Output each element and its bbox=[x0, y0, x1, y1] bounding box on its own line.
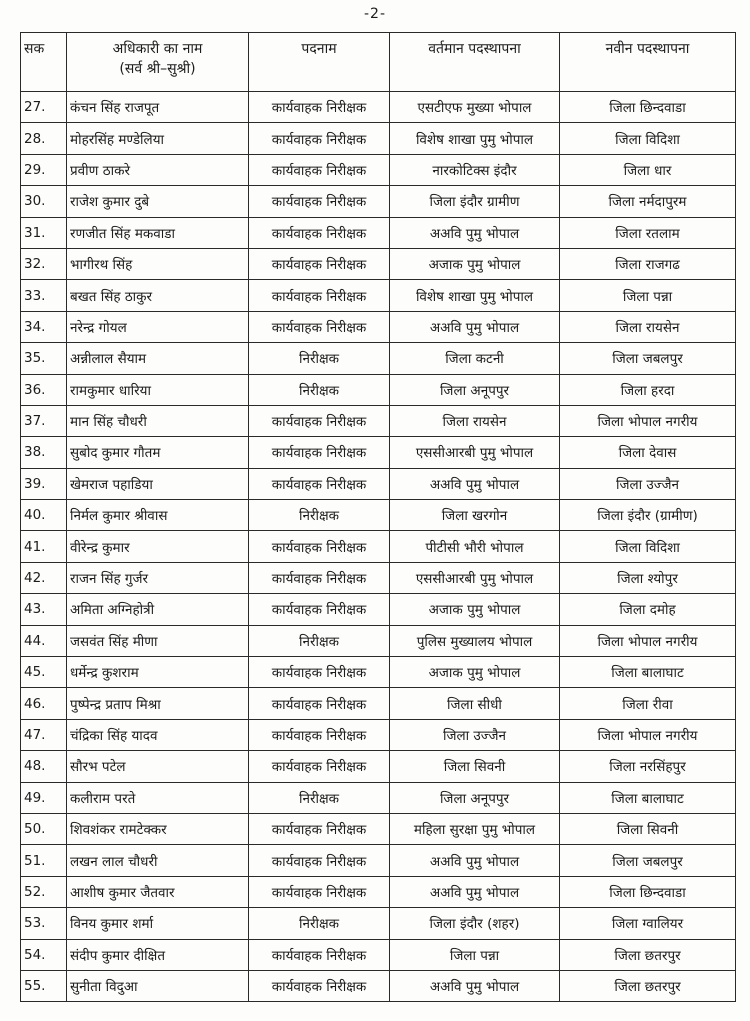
officer-name-cell: धर्मेन्द्र कुशराम bbox=[67, 657, 249, 688]
officer-name-cell: राजन सिंह गुर्जर bbox=[67, 562, 249, 593]
new-posting-cell: जिला जबलपुर bbox=[560, 845, 736, 876]
current-posting-cell: जिला रायसेन bbox=[390, 405, 560, 436]
current-posting-cell: महिला सुरक्षा पुमु भोपाल bbox=[390, 813, 560, 844]
designation-cell: कार्यवाहक निरीक्षक bbox=[249, 248, 390, 279]
serial-number-cell: 34. bbox=[21, 311, 67, 342]
officer-name-cell: नरेन्द्र गोयल bbox=[67, 311, 249, 342]
new-posting-cell: जिला विदिशा bbox=[560, 123, 736, 154]
current-posting-cell: एससीआरबी पुमु भोपाल bbox=[390, 437, 560, 468]
officer-name-cell: अमिता अग्निहोत्री bbox=[67, 594, 249, 625]
table-row bbox=[21, 468, 736, 499]
table-row bbox=[21, 123, 736, 154]
serial-number-cell: 32. bbox=[21, 248, 67, 279]
table-row bbox=[21, 813, 736, 844]
new-posting-cell: जिला देवास bbox=[560, 437, 736, 468]
table-row bbox=[21, 908, 736, 939]
officer-name-cell: रामकुमार धारिया bbox=[67, 374, 249, 405]
new-posting-cell: जिला राजगढ bbox=[560, 248, 736, 279]
table-row bbox=[21, 625, 736, 656]
designation-cell: कार्यवाहक निरीक्षक bbox=[249, 813, 390, 844]
current-posting-cell: जिला सीधी bbox=[390, 688, 560, 719]
header-designation: पदनाम bbox=[249, 33, 390, 92]
table-row bbox=[21, 782, 736, 813]
current-posting-cell: जिला अनूपपुर bbox=[390, 782, 560, 813]
header-row bbox=[21, 33, 736, 92]
serial-number-cell: 38. bbox=[21, 437, 67, 468]
table-row bbox=[21, 343, 736, 374]
officer-name-cell: शिवशंकर रामटेक्कर bbox=[67, 813, 249, 844]
designation-cell: कार्यवाहक निरीक्षक bbox=[249, 751, 390, 782]
officer-name-cell: अन्नीलाल सैयाम bbox=[67, 343, 249, 374]
serial-number-cell: 50. bbox=[21, 813, 67, 844]
current-posting-cell: अअवि पुमु भोपाल bbox=[390, 311, 560, 342]
current-posting-cell: जिला इंदौर (शहर) bbox=[390, 908, 560, 939]
serial-number-cell: 41. bbox=[21, 531, 67, 562]
designation-cell: कार्यवाहक निरीक्षक bbox=[249, 154, 390, 185]
designation-cell: निरीक्षक bbox=[249, 625, 390, 656]
table-row bbox=[21, 876, 736, 907]
new-posting-cell: जिला नर्मदापुरम bbox=[560, 186, 736, 217]
current-posting-cell: अजाक पुमु भोपाल bbox=[390, 657, 560, 688]
new-posting-cell: जिला रीवा bbox=[560, 688, 736, 719]
table-row bbox=[21, 405, 736, 436]
designation-cell: कार्यवाहक निरीक्षक bbox=[249, 688, 390, 719]
current-posting-cell: पुलिस मुख्यालय भोपाल bbox=[390, 625, 560, 656]
officer-name-cell: सुबोद कुमार गौतम bbox=[67, 437, 249, 468]
new-posting-cell: जिला उज्जैन bbox=[560, 468, 736, 499]
serial-number-cell: 47. bbox=[21, 719, 67, 750]
current-posting-cell: जिला कटनी bbox=[390, 343, 560, 374]
designation-cell: कार्यवाहक निरीक्षक bbox=[249, 468, 390, 499]
designation-cell: कार्यवाहक निरीक्षक bbox=[249, 217, 390, 248]
serial-number-cell: 53. bbox=[21, 908, 67, 939]
new-posting-cell: जिला सिवनी bbox=[560, 813, 736, 844]
table-row bbox=[21, 186, 736, 217]
officer-name-cell: वीरेन्द्र कुमार bbox=[67, 531, 249, 562]
serial-number-cell: 52. bbox=[21, 876, 67, 907]
serial-number-cell: 27. bbox=[21, 92, 67, 123]
designation-cell: कार्यवाहक निरीक्षक bbox=[249, 939, 390, 970]
current-posting-cell: विशेष शाखा पुमु भोपाल bbox=[390, 123, 560, 154]
current-posting-cell: पीटीसी भौरी भोपाल bbox=[390, 531, 560, 562]
table-row bbox=[21, 939, 736, 970]
designation-cell: कार्यवाहक निरीक्षक bbox=[249, 311, 390, 342]
designation-cell: कार्यवाहक निरीक्षक bbox=[249, 531, 390, 562]
table-row bbox=[21, 500, 736, 531]
serial-number-cell: 40. bbox=[21, 500, 67, 531]
officer-name-cell: जसवंत सिंह मीणा bbox=[67, 625, 249, 656]
serial-number-cell: 37. bbox=[21, 405, 67, 436]
serial-number-cell: 42. bbox=[21, 562, 67, 593]
new-posting-cell: जिला छतरपुर bbox=[560, 970, 736, 1001]
current-posting-cell: एससीआरबी पुमु भोपाल bbox=[390, 562, 560, 593]
officer-name-cell: कंचन सिंह राजपूत bbox=[67, 92, 249, 123]
table-row bbox=[21, 374, 736, 405]
officer-name-cell: सौरभ पटेल bbox=[67, 751, 249, 782]
serial-number-cell: 44. bbox=[21, 625, 67, 656]
header-name-line2: (सर्व श्री–सुश्री) bbox=[119, 61, 196, 77]
table-body bbox=[21, 92, 736, 1002]
table-row bbox=[21, 311, 736, 342]
table-row bbox=[21, 845, 736, 876]
new-posting-cell: जिला नरसिंहपुर bbox=[560, 751, 736, 782]
new-posting-cell: जिला श्योपुर bbox=[560, 562, 736, 593]
serial-number-cell: 29. bbox=[21, 154, 67, 185]
current-posting-cell: जिला अनूपपुर bbox=[390, 374, 560, 405]
new-posting-cell: जिला दमोह bbox=[560, 594, 736, 625]
current-posting-cell: अअवि पुमु भोपाल bbox=[390, 970, 560, 1001]
designation-cell: कार्यवाहक निरीक्षक bbox=[249, 405, 390, 436]
current-posting-cell: अअवि पुमु भोपाल bbox=[390, 468, 560, 499]
current-posting-cell: अअवि पुमु भोपाल bbox=[390, 217, 560, 248]
serial-number-cell: 36. bbox=[21, 374, 67, 405]
serial-number-cell: 54. bbox=[21, 939, 67, 970]
header-name bbox=[67, 33, 249, 92]
designation-cell: कार्यवाहक निरीक्षक bbox=[249, 437, 390, 468]
current-posting-cell: एसटीएफ मुख्या भोपाल bbox=[390, 92, 560, 123]
new-posting-cell: जिला हरदा bbox=[560, 374, 736, 405]
serial-number-cell: 35. bbox=[21, 343, 67, 374]
officer-name-cell: निर्मल कुमार श्रीवास bbox=[67, 500, 249, 531]
officer-name-cell: भागीरथ सिंह bbox=[67, 248, 249, 279]
table-row bbox=[21, 562, 736, 593]
new-posting-cell: जिला रायसेन bbox=[560, 311, 736, 342]
officer-name-cell: राजेश कुमार दुबे bbox=[67, 186, 249, 217]
designation-cell: कार्यवाहक निरीक्षक bbox=[249, 970, 390, 1001]
designation-cell: कार्यवाहक निरीक्षक bbox=[249, 719, 390, 750]
designation-cell: कार्यवाहक निरीक्षक bbox=[249, 186, 390, 217]
officer-name-cell: कलीराम परते bbox=[67, 782, 249, 813]
serial-number-cell: 28. bbox=[21, 123, 67, 154]
current-posting-cell: जिला इंदौर ग्रामीण bbox=[390, 186, 560, 217]
designation-cell: कार्यवाहक निरीक्षक bbox=[249, 123, 390, 154]
officer-name-cell: आशीष कुमार जैतवार bbox=[67, 876, 249, 907]
current-posting-cell: अजाक पुमु भोपाल bbox=[390, 248, 560, 279]
table-row bbox=[21, 657, 736, 688]
designation-cell: निरीक्षक bbox=[249, 500, 390, 531]
officer-name-cell: मान सिंह चौधरी bbox=[67, 405, 249, 436]
table-row bbox=[21, 248, 736, 279]
officer-name-cell: बखत सिंह ठाकुर bbox=[67, 280, 249, 311]
current-posting-cell: अअवि पुमु भोपाल bbox=[390, 876, 560, 907]
new-posting-cell: जिला छतरपुर bbox=[560, 939, 736, 970]
table-row bbox=[21, 531, 736, 562]
table-row bbox=[21, 970, 736, 1001]
designation-cell: निरीक्षक bbox=[249, 343, 390, 374]
designation-cell: निरीक्षक bbox=[249, 374, 390, 405]
new-posting-cell: जिला इंदौर (ग्रामीण) bbox=[560, 500, 736, 531]
new-posting-cell: जिला रतलाम bbox=[560, 217, 736, 248]
serial-number-cell: 48. bbox=[21, 751, 67, 782]
header-sno: सक bbox=[21, 33, 67, 92]
new-posting-cell: जिला भोपाल नगरीय bbox=[560, 405, 736, 436]
transfer-table bbox=[20, 32, 736, 1002]
serial-number-cell: 45. bbox=[21, 657, 67, 688]
officer-name-cell: चंद्रिका सिंह यादव bbox=[67, 719, 249, 750]
table-row bbox=[21, 719, 736, 750]
current-posting-cell: जिला पन्ना bbox=[390, 939, 560, 970]
current-posting-cell: जिला खरगोन bbox=[390, 500, 560, 531]
serial-number-cell: 55. bbox=[21, 970, 67, 1001]
designation-cell: कार्यवाहक निरीक्षक bbox=[249, 845, 390, 876]
serial-number-cell: 49. bbox=[21, 782, 67, 813]
serial-number-cell: 30. bbox=[21, 186, 67, 217]
current-posting-cell: जिला सिवनी bbox=[390, 751, 560, 782]
officer-name-cell: संदीप कुमार दीक्षित bbox=[67, 939, 249, 970]
current-posting-cell: अजाक पुमु भोपाल bbox=[390, 594, 560, 625]
officer-name-cell: विनय कुमार शर्मा bbox=[67, 908, 249, 939]
table-row bbox=[21, 217, 736, 248]
new-posting-cell: जिला भोपाल नगरीय bbox=[560, 719, 736, 750]
officer-name-cell: सुनीता विदुआ bbox=[67, 970, 249, 1001]
current-posting-cell: विशेष शाखा पुमु भोपाल bbox=[390, 280, 560, 311]
designation-cell: कार्यवाहक निरीक्षक bbox=[249, 876, 390, 907]
new-posting-cell: जिला बालाघाट bbox=[560, 657, 736, 688]
new-posting-cell: जिला जबलपुर bbox=[560, 343, 736, 374]
current-posting-cell: अअवि पुमु भोपाल bbox=[390, 845, 560, 876]
serial-number-cell: 46. bbox=[21, 688, 67, 719]
new-posting-cell: जिला भोपाल नगरीय bbox=[560, 625, 736, 656]
table-row bbox=[21, 751, 736, 782]
designation-cell: निरीक्षक bbox=[249, 908, 390, 939]
officer-name-cell: प्रवीण ठाकरे bbox=[67, 154, 249, 185]
new-posting-cell: जिला धार bbox=[560, 154, 736, 185]
officer-name-cell: खेमराज पहाडिया bbox=[67, 468, 249, 499]
officer-name-cell: लखन लाल चौधरी bbox=[67, 845, 249, 876]
table-row bbox=[21, 594, 736, 625]
table-row bbox=[21, 280, 736, 311]
page-number: -2- bbox=[363, 6, 386, 22]
table-header bbox=[21, 33, 736, 92]
serial-number-cell: 43. bbox=[21, 594, 67, 625]
designation-cell: निरीक्षक bbox=[249, 782, 390, 813]
header-name-line1: अधिकारी का नाम bbox=[112, 41, 203, 57]
new-posting-cell: जिला छिन्दवाडा bbox=[560, 876, 736, 907]
table-row bbox=[21, 92, 736, 123]
new-posting-cell: जिला ग्वालियर bbox=[560, 908, 736, 939]
serial-number-cell: 33. bbox=[21, 280, 67, 311]
designation-cell: कार्यवाहक निरीक्षक bbox=[249, 594, 390, 625]
current-posting-cell: नारकोटिक्स इंदौर bbox=[390, 154, 560, 185]
header-new-posting: नवीन पदस्थापना bbox=[560, 33, 736, 92]
table-row bbox=[21, 688, 736, 719]
officer-name-cell: मोहरसिंह मण्डेलिया bbox=[67, 123, 249, 154]
officer-name-cell: रणजीत सिंह मकवाडा bbox=[67, 217, 249, 248]
current-posting-cell: जिला उज्जैन bbox=[390, 719, 560, 750]
new-posting-cell: जिला विदिशा bbox=[560, 531, 736, 562]
designation-cell: कार्यवाहक निरीक्षक bbox=[249, 657, 390, 688]
serial-number-cell: 39. bbox=[21, 468, 67, 499]
designation-cell: कार्यवाहक निरीक्षक bbox=[249, 562, 390, 593]
new-posting-cell: जिला बालाघाट bbox=[560, 782, 736, 813]
officer-name-cell: पुष्पेन्द्र प्रताप मिश्रा bbox=[67, 688, 249, 719]
designation-cell: कार्यवाहक निरीक्षक bbox=[249, 280, 390, 311]
header-current-posting: वर्तमान पदस्थापना bbox=[390, 33, 560, 92]
new-posting-cell: जिला छिन्दवाडा bbox=[560, 92, 736, 123]
table-row bbox=[21, 154, 736, 185]
serial-number-cell: 31. bbox=[21, 217, 67, 248]
table-row bbox=[21, 437, 736, 468]
designation-cell: कार्यवाहक निरीक्षक bbox=[249, 92, 390, 123]
serial-number-cell: 51. bbox=[21, 845, 67, 876]
new-posting-cell: जिला पन्ना bbox=[560, 280, 736, 311]
